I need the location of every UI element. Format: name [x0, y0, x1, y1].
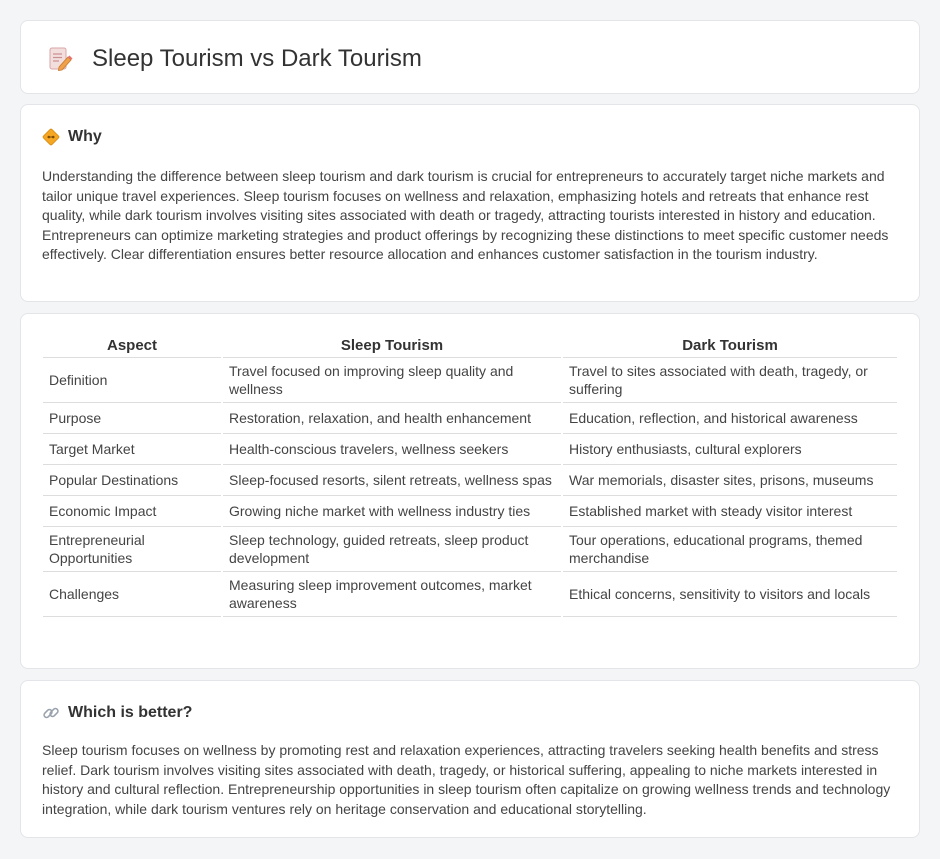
better-text: Sleep tourism focuses on wellness by promoting rest and relaxation experiences, attracting travelers seeking health benefits and stress relief. Dark tourism involves visiting sites associated with death, tragedy, or historical suffering, appealing to niche markets interested in history and cultural reflection. Entrepreneurship opportunities in sleep tourism often capitalize on growing wellness trends and technology integration, while dark tourism ventures rely on heritage conservation and educational storytelling.	[42, 742, 891, 817]
why-text: Understanding the difference between sleep tourism and dark tourism is crucial for entrepreneurs to accurately target niche markets and tailor unique travel experiences. Sleep tourism focuses on wellness and relaxation, emphasizing hotels and retreats that enhance rest quality, while dark tourism involves visiting sites associated with death or tragedy, attracting tourists interested in history and education. Entrepreneurs can optimize marketing strategies and product offerings by recognizing these distinctions to meet specific customer needs effectively. Clear differentiation ensures better resource allocation and enhances customer satisfaction in the tourism industry.	[42, 168, 889, 262]
document-pencil-icon	[47, 46, 73, 72]
table-row	[43, 572, 897, 617]
dark-tourism-cell: Ethical concerns, sensitivity to visitors and locals	[563, 572, 897, 617]
sleep-tourism-cell: Growing niche market with wellness industry ties	[223, 496, 561, 527]
why-section	[20, 104, 920, 302]
header-sleep-tourism: Sleep Tourism	[223, 336, 561, 358]
aspect-cell: Target Market	[43, 434, 221, 465]
page-title: Sleep Tourism vs Dark Tourism	[92, 45, 422, 72]
aspect-cell: Purpose	[43, 403, 221, 434]
comparison-section	[20, 313, 920, 669]
sleep-tourism-cell: Health-conscious travelers, wellness seekers	[223, 434, 561, 465]
table-row	[43, 403, 897, 434]
aspect-cell: Entrepreneurial Opportunities	[43, 527, 221, 572]
dark-tourism-cell: Education, reflection, and historical awareness	[563, 403, 897, 434]
table-row	[43, 465, 897, 496]
table-row	[43, 434, 897, 465]
sleep-tourism-cell: Measuring sleep improvement outcomes, market awareness	[223, 572, 561, 617]
table-header-row	[43, 336, 897, 358]
link-icon	[42, 704, 60, 722]
comparison-table	[41, 336, 899, 617]
why-heading	[42, 127, 102, 147]
aspect-cell: Definition	[43, 358, 221, 403]
sleep-tourism-cell: Sleep-focused resorts, silent retreats, wellness spas	[223, 465, 561, 496]
header-aspect: Aspect	[43, 336, 221, 358]
header-dark-tourism: Dark Tourism	[563, 336, 897, 358]
aspect-cell: Popular Destinations	[43, 465, 221, 496]
diamond-sign-icon	[42, 128, 60, 146]
dark-tourism-cell: Tour operations, educational programs, themed merchandise	[563, 527, 897, 572]
sleep-tourism-cell: Restoration, relaxation, and health enhancement	[223, 403, 561, 434]
why-title: Why	[68, 128, 102, 145]
dark-tourism-cell: Travel to sites associated with death, tragedy, or suffering	[563, 358, 897, 403]
better-title: Which is better?	[68, 704, 193, 721]
aspect-cell: Challenges	[43, 572, 221, 617]
aspect-cell: Economic Impact	[43, 496, 221, 527]
dark-tourism-cell: History enthusiasts, cultural explorers	[563, 434, 897, 465]
dark-tourism-cell: War memorials, disaster sites, prisons, museums	[563, 465, 897, 496]
header-card	[20, 20, 920, 94]
table-row	[43, 496, 897, 527]
table-row	[43, 358, 897, 403]
better-heading	[42, 703, 192, 723]
dark-tourism-cell: Established market with steady visitor interest	[563, 496, 897, 527]
which-is-better-section	[20, 680, 920, 838]
sleep-tourism-cell: Sleep technology, guided retreats, sleep product development	[223, 527, 561, 572]
table-row	[43, 527, 897, 572]
sleep-tourism-cell: Travel focused on improving sleep quality and wellness	[223, 358, 561, 403]
